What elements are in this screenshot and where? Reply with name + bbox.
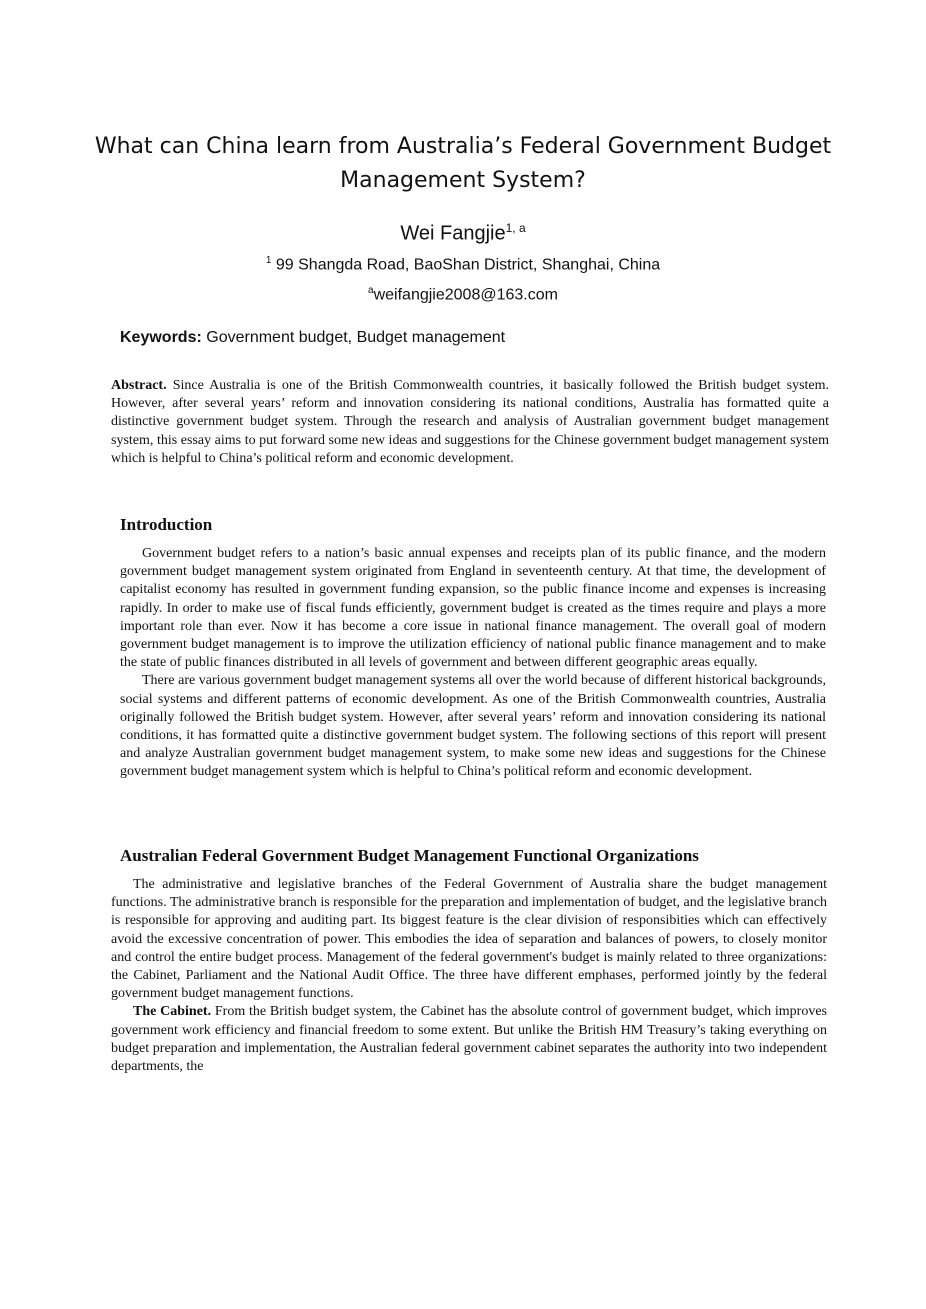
section-heading-introduction: Introduction	[120, 515, 213, 534]
cabinet-text: From the British budget system, the Cabinet has the absolute control of government budget, which improves government work efficiency and financial freedom to some extent. But unlike the British HM Treasury’s taking everything on budget preparation and implementation, the Australian federal government cabinet separates the authority into two independent departments, the	[111, 1004, 828, 1075]
affiliation	[0, 251, 926, 275]
author-name: Wei Fangjie	[400, 222, 506, 245]
introduction-paragraph: There are various government budget management systems all over the world because of different historical backgrounds, social systems and different patterns of economic development. As one of the British Commonwealth countries, Australia originally followed the British budget system. However, after several years’ reform and innovation considering its national conditions, it has formatted quite a distinctive government budget system. The following sections of this report will present and analyze Australian government budget management system, to make some new ideas and suggestions for the Chinese government budget management system which is helpful to China’s political reform and economic development.	[120, 673, 826, 780]
author-email	[0, 281, 926, 305]
organizations-body	[111, 876, 827, 1076]
introduction-paragraph: Government budget refers to a nation’s basic annual expenses and receipts plan of its public finance, and the modern government budget management system originated from England in seventeenth century. At that time, the development of capitalist economy has resulted in government funding expansion, so the public finance income and expenses is increasing rapidly. In order to make use of fiscal funds efficiently, government budget is created as the times require and plays a more important role than ever. Now it has become a core issue in national finance management. The overall goal of modern government budget management is to improve the utilization efficiency of national public finance management and to make the state of public finances distributed in all levels of government and between different geographic areas equally.	[120, 546, 826, 671]
keywords-label: Keywords:	[120, 329, 202, 346]
author-line	[0, 215, 926, 247]
cabinet-paragraph	[111, 1003, 827, 1076]
abstract	[111, 377, 829, 468]
introduction-body	[120, 545, 826, 782]
email-text: weifangjie2008@163.com	[373, 286, 558, 304]
cabinet-label: The Cabinet.	[133, 1004, 212, 1020]
keywords	[120, 328, 840, 348]
organizations-paragraph: The administrative and legislative branches of the Federal Government of Australia share the budget management functions. The administrative branch is responsible for the preparation and implementation of budget, and the legislative branch is responsible for approving and auditing part. Its biggest feature is the clear division of responsibities which can effectively avoid the excessive concentration of power. This embodies the idea of separation and balances of powers, to closely monitor and control the entire budget process. Management of the federal government's budget is mainly related to three organizations: the Cabinet, Parliament and the National Audit Office. The three have different emphases, performed jointly by the federal government budget management functions.	[111, 877, 827, 1002]
abstract-label: Abstract.	[111, 378, 167, 393]
abstract-text: Since Australia is one of the British Commonwealth countries, it basically followed the British budget system. However, after several years’ reform and innovation considering its national conditions, Australia has formatted quite a distinctive government budget system. Through the research and analysis of Australian government budget management system, this essay aims to put forward some new ideas and suggestions for the Chinese government budget management system which is helpful to China’s political reform and economic development.	[111, 378, 830, 466]
affiliation-superscript: 1	[265, 255, 272, 266]
author-superscript: 1, a	[505, 221, 526, 235]
keywords-text: Government budget, Budget management	[206, 329, 506, 346]
paper-title: What can China learn from Australia’s Federal Government Budget Management System?	[94, 134, 832, 193]
email-superscript: a	[368, 285, 374, 296]
affiliation-text: 99 Shangda Road, BaoShan District, Shanghai, China	[275, 256, 661, 274]
section-heading-organizations: Australian Federal Government Budget Management Functional Organizations	[120, 846, 699, 865]
